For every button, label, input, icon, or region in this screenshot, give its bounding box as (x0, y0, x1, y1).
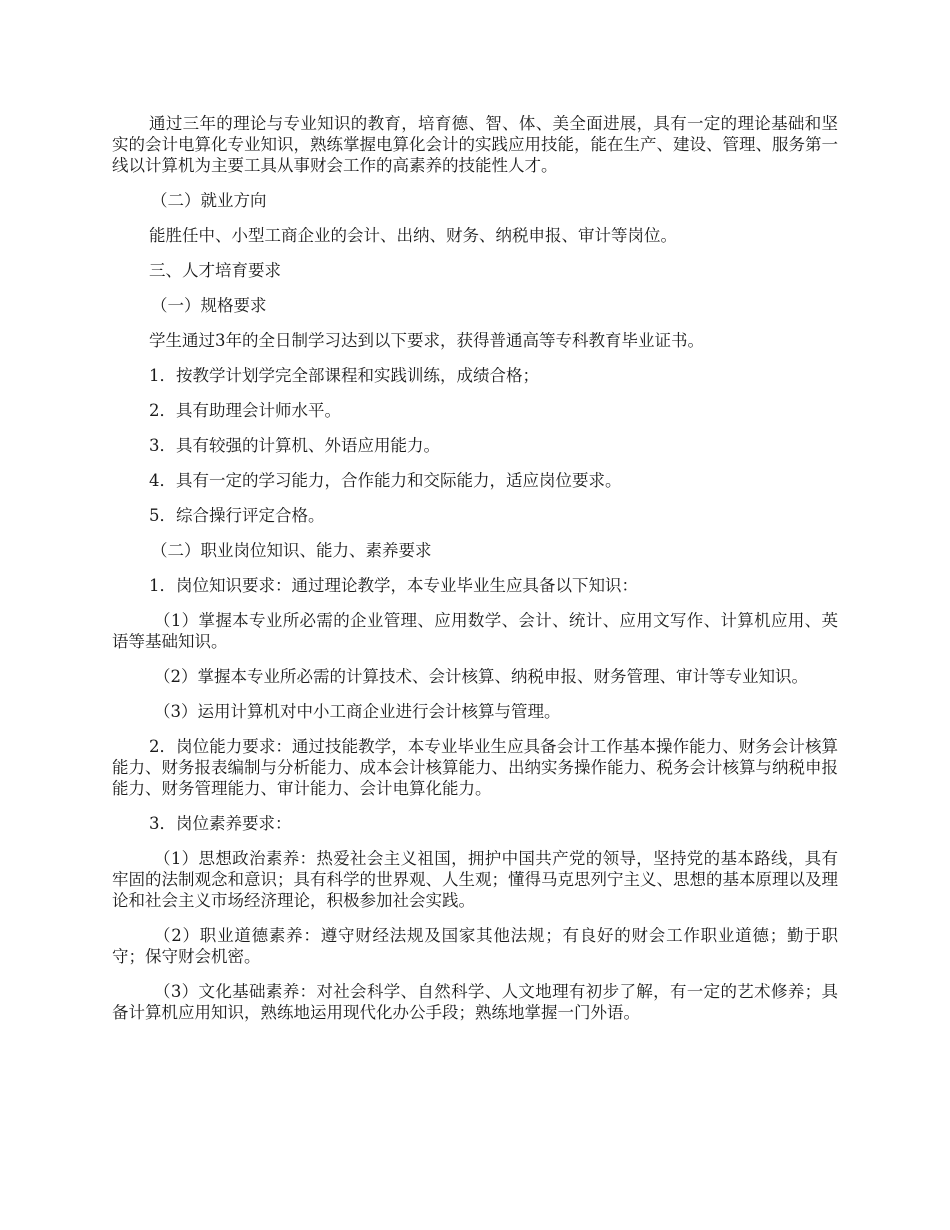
list-item-ability-requirement: 2．岗位能力要求：通过技能教学，本专业毕业生应具备会计工作基本操作能力、财务会计核算能力、财务报表编制与分析能力、成本会计核算能力、出纳实务操作能力、税务会计核算与纳税申报能力、财务管理能力、审计能力、会计电算化能力。 (112, 737, 838, 798)
list-item-quality-2: （2）职业道德素养：遵守财经法规及国家其他法规；有良好的财会工作职业道德；勤于职守；保守财会机密。 (112, 926, 838, 966)
paragraph-training-goal: 通过三年的理论与专业知识的教育，培育德、智、体、美全面进展，具有一定的理论基础和坚实的会计电算化专业知识，熟练掌握电算化会计的实践应用技能，能在生产、建设、管理、服务第一线以计算机为主要工具从事财会工作的高素养的技能性人才。 (112, 114, 838, 175)
list-item-knowledge-2: （2）掌握本专业所必需的计算技术、会计核算、纳税申报、财务管理、审计等专业知识。 (154, 667, 808, 686)
list-item-quality-requirement: 3．岗位素养要求： (149, 814, 292, 833)
list-item-requirement-3: 3．具有较强的计算机、外语应用能力。 (149, 436, 440, 455)
list-item-requirement-1: 1．按教学计划学完全部课程和实践训练，成绩合格； (149, 366, 539, 385)
heading-employment-direction: （二）就业方向 (151, 191, 267, 210)
list-item-knowledge-3: （3）运用计算机对中小工商企业进行会计核算与管理。 (154, 702, 561, 721)
list-item-quality-1: （1）思想政治素养：热爱社会主义祖国，拥护中国共产党的领导，坚持党的基本路线，具有牢固的法制观念和意识；具有科学的世界观、人生观；懂得马克思列宁主义、思想的基本原理以及理论和社会主义市场经济理论，积极参加社会实践。 (112, 849, 838, 910)
list-item-knowledge-requirement: 1．岗位知识要求：通过理论教学，本专业毕业生应具备以下知识： (149, 576, 638, 595)
heading-talent-requirements: 三、人才培育要求 (149, 261, 281, 280)
list-item-knowledge-1: （1）掌握本专业所必需的企业管理、应用数学、会计、统计、应用文写作、计算机应用、英语等基础知识。 (112, 611, 838, 651)
list-item-requirement-4: 4．具有一定的学习能力，合作能力和交际能力，适应岗位要求。 (149, 471, 622, 490)
document-page (112, 113, 838, 1037)
paragraph-specification-intro: 学生通过3年的全日制学习达到以下要求，获得普通高等专科教育毕业证书。 (149, 331, 704, 350)
list-item-quality-3: （3）文化基础素养：对社会科学、自然科学、人文地理有初步了解，有一定的艺术修养；具备计算机应用知识，熟练地运用现代化办公手段；熟练地掌握一门外语。 (112, 982, 838, 1022)
paragraph-employment-direction: 能胜任中、小型工商企业的会计、出纳、财务、纳税申报、审计等岗位。 (149, 226, 677, 245)
heading-specification-requirements: （一）规格要求 (151, 296, 267, 315)
heading-job-requirements: （二）职业岗位知识、能力、素养要求 (151, 541, 432, 560)
list-item-requirement-5: 5．综合操行评定合格。 (149, 506, 325, 525)
list-item-requirement-2: 2．具有助理会计师水平。 (149, 401, 341, 420)
